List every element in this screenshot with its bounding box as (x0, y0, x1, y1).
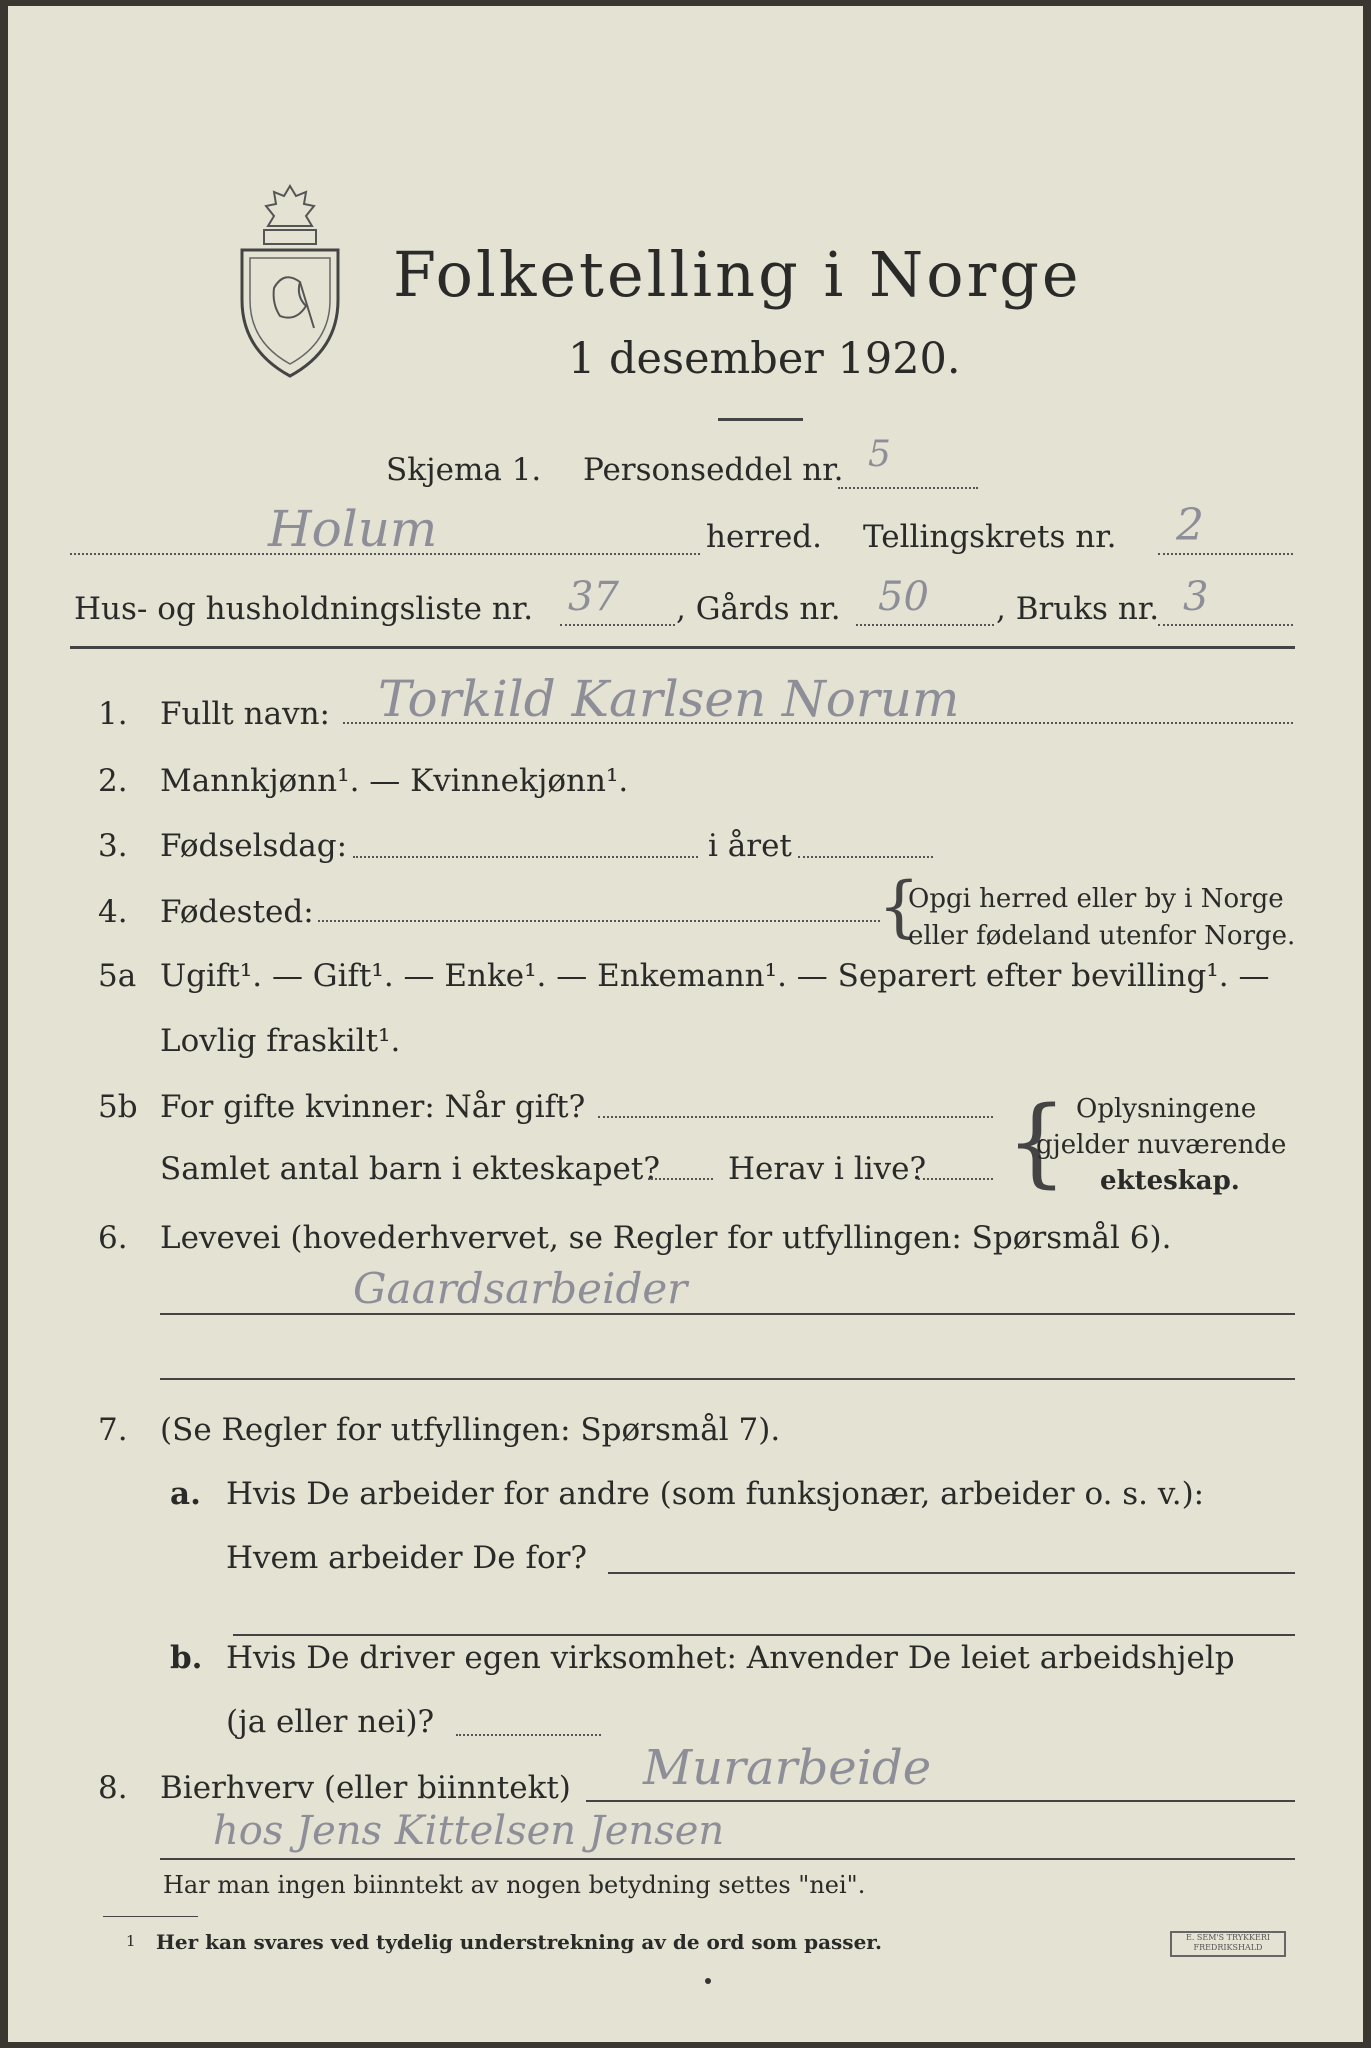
herred-label: herred. (706, 519, 822, 555)
q5b-married-line (598, 1116, 993, 1118)
q6-label: Levevei (hovederhvervet, se Regler for utfyllingen: Spørsmål 6). (160, 1220, 1172, 1256)
q3-year-label: i året (708, 828, 792, 864)
gards-line (856, 624, 994, 626)
q7a-letter: a. (170, 1476, 201, 1512)
q5b-line-1: For gifte kvinner: Når gift? (160, 1089, 586, 1125)
q6-value[interactable]: Gaardsarbeider (353, 1264, 688, 1313)
q7-number: 7. (98, 1412, 128, 1448)
husliste-label: Hus- og husholdningsliste nr. (74, 591, 534, 627)
header-separator (70, 646, 1295, 649)
q1-number: 1. (98, 696, 128, 732)
q5b-children-line (648, 1178, 713, 1180)
bruks-value[interactable]: 3 (1183, 574, 1209, 620)
husliste-line (560, 624, 675, 626)
bruks-line (1158, 624, 1293, 626)
q5b-note-1: Oplysningene (1076, 1094, 1257, 1124)
bruks-label: , Bruks nr. (996, 591, 1160, 627)
q1-value[interactable]: Torkild Karlsen Norum (378, 670, 960, 728)
title-divider (718, 418, 803, 421)
census-form (8, 6, 1363, 2042)
q8-line-1 (586, 1800, 1295, 1802)
q5b-note-3: ekteskap. (1100, 1166, 1240, 1196)
q4-label: Fødested: (160, 894, 314, 930)
footnote-mark: 1 (126, 1932, 136, 1950)
q5b-note-2: gjelder nuværende (1036, 1130, 1287, 1160)
q7b-answer-line (456, 1734, 601, 1736)
q3-year-line (798, 856, 933, 858)
personseddel-line (838, 487, 978, 489)
q7a-line-1: Hvis De arbeider for andre (som funksjonær, arbeider o. s. v.): (226, 1476, 1205, 1512)
husliste-value[interactable]: 37 (568, 574, 619, 620)
q5b-number: 5b (98, 1089, 138, 1125)
q6-line-2 (160, 1378, 1295, 1380)
skjema-label: Skjema 1. (386, 452, 542, 488)
gards-value[interactable]: 50 (878, 574, 929, 620)
q4-number: 4. (98, 894, 128, 930)
gards-label: , Gårds nr. (676, 591, 841, 627)
q7a-line-2: Hvem arbeider De for? (226, 1540, 588, 1576)
q1-label: Fullt navn: (160, 696, 330, 732)
tellingskrets-label: Tellingskrets nr. (863, 519, 1117, 555)
q5a-line-1[interactable]: Ugift¹. — Gift¹. — Enke¹. — Enkemann¹. — Separert efter bevilling¹. — (160, 958, 1270, 994)
q8-number: 8. (98, 1770, 128, 1806)
q5b-brace: { (1006, 1086, 1068, 1198)
footer-note: Har man ingen biinntekt av nogen betydning settes "nei". (163, 1871, 866, 1899)
q6-number: 6. (98, 1220, 128, 1256)
q7a-line-answer-1 (608, 1572, 1295, 1574)
q3-birthday-line (353, 856, 698, 858)
q4-note-1: Opgi herred eller by i Norge (908, 884, 1284, 914)
q4-line (318, 920, 880, 922)
herred-value[interactable]: Holum (268, 500, 438, 558)
form-date: 1 desember 1920. (568, 334, 961, 384)
q5b-alive-line (918, 1178, 993, 1180)
q8-label: Bierhverv (eller biinntekt) (160, 1770, 571, 1806)
q8-line-2 (160, 1858, 1295, 1860)
q7a-line-answer-2 (233, 1634, 1295, 1636)
q8-value[interactable]: Murarbeide (643, 1740, 932, 1796)
q7b-letter: b. (170, 1640, 203, 1676)
norway-coat-of-arms-icon (230, 178, 350, 378)
form-title: Folketelling i Norge (393, 238, 1082, 311)
q7-label: (Se Regler for utfyllingen: Spørsmål 7). (160, 1412, 781, 1448)
q7b-line-2: (ja eller nei)? (226, 1704, 435, 1740)
q4-brace: { (878, 868, 920, 945)
personseddel-value[interactable]: 5 (868, 434, 891, 475)
tellingskrets-value[interactable]: 2 (1176, 500, 1204, 551)
q7b-line-1: Hvis De driver egen virksomhet: Anvender De leiet arbeidshjelp (226, 1640, 1235, 1676)
q8-value-2[interactable]: hos Jens Kittelsen Jensen (213, 1808, 725, 1854)
q3-label: Fødselsdag: (160, 828, 348, 864)
personseddel-label: Personseddel nr. (583, 452, 844, 488)
q3-number: 3. (98, 828, 128, 864)
footnote-text: Her kan svares ved tydelig understrekning av de ord som passer. (156, 1930, 882, 1954)
q2-number: 2. (98, 763, 128, 799)
q5a-line-2[interactable]: Lovlig fraskilt¹. (160, 1023, 401, 1059)
q2-label[interactable]: Mannkjønn¹. — Kvinnekjønn¹. (160, 763, 629, 799)
q6-line-1 (160, 1313, 1295, 1315)
bottom-dot (705, 1978, 711, 1984)
q5b-alive-label: Herav i live? (728, 1151, 927, 1187)
tellingskrets-line (1158, 553, 1293, 555)
footnote-divider (103, 1916, 198, 1917)
q5a-number: 5a (98, 958, 137, 994)
printer-stamp: E. SEM'S TRYKKERI FREDRIKSHALD (1170, 1931, 1286, 1957)
q4-note-2: eller fødeland utenfor Norge. (908, 921, 1296, 951)
q5b-children-label: Samlet antal barn i ekteskapet? (160, 1151, 660, 1187)
